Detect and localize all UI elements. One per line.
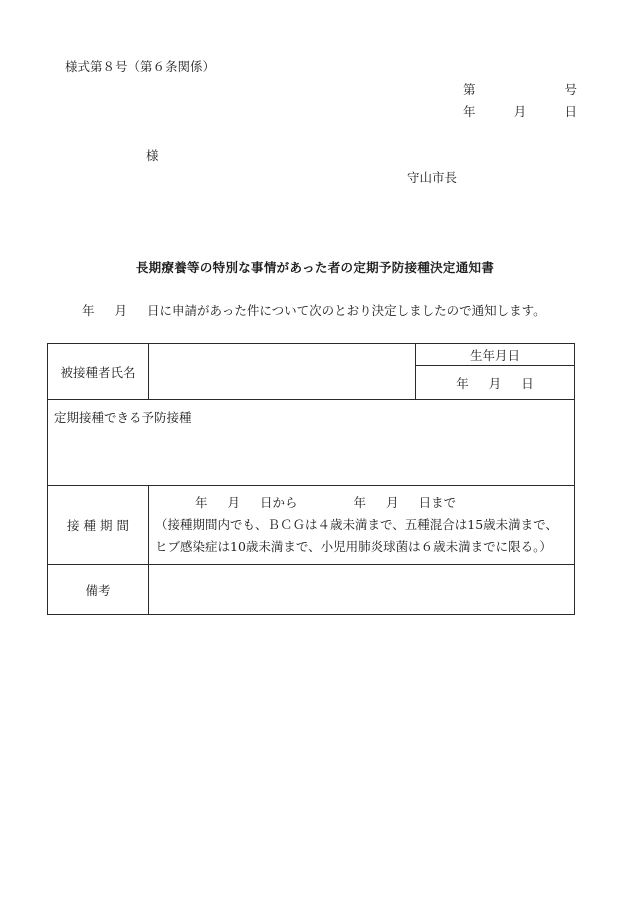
period-range <box>155 492 574 514</box>
issuer: 守山市長 <box>407 170 458 185</box>
period-note-line1: （接種期間内でも、ＢＣＧは４歳未満まで、五種混合は15歳未満まで、 <box>155 517 558 532</box>
date-day: 日 <box>564 104 577 119</box>
date-month: 月 <box>513 104 527 119</box>
document-number <box>463 80 577 98</box>
vaccination-form-table <box>47 343 575 615</box>
recipient-line: 様 <box>146 148 159 163</box>
date-year: 年 <box>463 104 476 119</box>
number-prefix: 第 <box>463 82 476 97</box>
period-from-day: 日から <box>260 495 298 510</box>
notice-month: 月 <box>114 303 128 318</box>
period-label: 接 種 期 間 <box>48 486 149 565</box>
remarks-field[interactable] <box>149 565 575 615</box>
notice-body: 日に申請があった件について次のとおり決定しましたので通知します。 <box>147 303 546 318</box>
period-from-month: 月 <box>227 495 241 510</box>
notice-text <box>82 301 546 319</box>
document-date <box>463 102 577 120</box>
vaccinations-field[interactable] <box>48 400 575 486</box>
vaccinations-row <box>48 400 575 486</box>
dob-field[interactable] <box>416 366 575 400</box>
vaccinations-label: 定期接種できる予防接種 <box>54 410 192 425</box>
remarks-row <box>48 565 575 615</box>
period-from-year: 年 <box>195 495 208 510</box>
dob-day: 日 <box>521 375 534 391</box>
dob-year: 年 <box>456 375 469 391</box>
notice-year: 年 <box>82 303 95 318</box>
name-label: 被接種者氏名 <box>48 344 149 400</box>
remarks-label: 備考 <box>48 565 149 615</box>
name-row <box>48 344 575 366</box>
number-suffix: 号 <box>564 82 577 97</box>
document-title: 長期療養等の特別な事情があった者の定期予防接種決定通知書 <box>135 260 495 275</box>
dob-label: 生年月日 <box>416 344 575 366</box>
period-to-month: 月 <box>386 495 399 510</box>
period-row <box>48 486 575 565</box>
period-to-year: 年 <box>353 495 367 510</box>
name-field[interactable] <box>149 344 416 400</box>
period-to-day: 日まで <box>418 495 457 510</box>
period-note-line2: ヒブ感染症は10歳未満まで、小児用肺炎球菌は６歳未満までに限る。） <box>155 539 552 554</box>
dob-month: 月 <box>488 375 502 391</box>
period-field[interactable] <box>149 486 575 565</box>
form-label: 様式第８号（第６条関係） <box>65 59 216 74</box>
